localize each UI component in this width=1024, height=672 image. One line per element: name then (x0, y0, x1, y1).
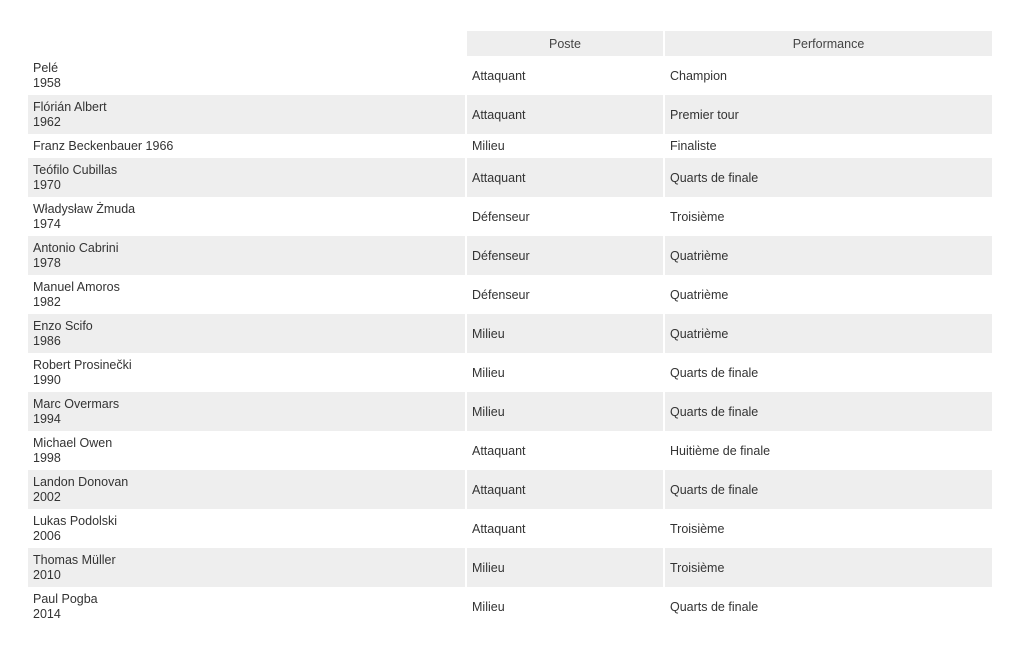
performance-cell: Quatrième (670, 287, 729, 302)
performance-cell: Quatrième (665, 236, 992, 275)
player-cell (28, 353, 465, 392)
table-row (28, 431, 992, 470)
player-name: Teófilo Cubillas (33, 163, 118, 177)
player-name: Landon Donovan (33, 475, 129, 489)
table-row (28, 353, 992, 392)
performance-cell: Finaliste (670, 139, 717, 153)
player-name: Paul Pogba (33, 592, 98, 606)
player-name: Flórián Albert (33, 100, 107, 114)
header-row (28, 31, 992, 56)
player-name: Pelé (33, 61, 59, 75)
table-row (28, 134, 992, 158)
poste-cell: Milieu (472, 139, 505, 153)
player-year: 2006 (33, 529, 61, 543)
table-row (28, 236, 992, 275)
player-cell (28, 587, 465, 626)
player-name: Lukas Podolski (33, 514, 118, 528)
poste-cell: Milieu (467, 392, 663, 431)
player-year: 1958 (33, 76, 61, 90)
poste-cell: Attaquant (472, 68, 526, 83)
poste-cell: Milieu (467, 314, 663, 353)
player-name: Antonio Cabrini (33, 241, 119, 255)
player-name: Enzo Scifo (33, 319, 93, 333)
table-row (28, 392, 992, 431)
poste-cell: Milieu (472, 365, 505, 380)
player-name: Franz Beckenbauer 1966 (33, 139, 174, 153)
player-year: 1986 (33, 334, 61, 348)
player-year: 1978 (33, 256, 61, 270)
player-year: 1982 (33, 295, 61, 309)
table-row (28, 56, 992, 95)
poste-cell: Attaquant (467, 470, 663, 509)
player-cell (28, 548, 465, 587)
player-name: Thomas Müller (33, 553, 116, 567)
header-performance: Performance (665, 31, 992, 56)
player-year: 2010 (33, 568, 61, 582)
player-cell (28, 236, 465, 275)
performance-cell: Quarts de finale (665, 392, 992, 431)
player-year: 1962 (33, 115, 61, 129)
performance-cell: Quarts de finale (665, 158, 992, 197)
performance-cell: Troisième (665, 548, 992, 587)
player-cell (28, 197, 465, 236)
performance-cell: Quarts de finale (670, 365, 759, 380)
player-year: 2002 (33, 490, 61, 504)
player-cell (28, 470, 465, 509)
player-cell (28, 431, 465, 470)
player-year: 1998 (33, 451, 61, 465)
header-poste: Poste (467, 31, 663, 56)
header-player (28, 31, 465, 56)
performance-cell: Quarts de finale (670, 599, 759, 614)
performance-cell: Premier tour (665, 95, 992, 134)
table-row (28, 158, 992, 197)
player-name: Robert Prosinečki (33, 358, 132, 372)
player-name: Marc Overmars (33, 397, 120, 411)
player-cell (28, 158, 465, 197)
table-row (28, 548, 992, 587)
player-name: Manuel Amoros (33, 280, 120, 294)
poste-cell: Attaquant (467, 95, 663, 134)
performance-cell: Champion (670, 68, 727, 83)
player-year: 1990 (33, 373, 61, 387)
table-row (28, 509, 992, 548)
performance-cell: Quarts de finale (665, 470, 992, 509)
table-row (28, 95, 992, 134)
poste-cell: Attaquant (467, 158, 663, 197)
performance-cell: Huitième de finale (670, 443, 771, 458)
player-cell (28, 56, 465, 95)
player-year: 1994 (33, 412, 61, 426)
table-row (28, 314, 992, 353)
player-name: Michael Owen (33, 436, 113, 450)
player-cell (28, 392, 465, 431)
table-row (28, 470, 992, 509)
table-row (28, 197, 992, 236)
poste-cell: Défenseur (472, 209, 530, 224)
player-year: 1970 (33, 178, 61, 192)
poste-cell: Milieu (472, 599, 505, 614)
player-name: Władysław Żmuda (33, 202, 136, 216)
poste-cell: Milieu (467, 548, 663, 587)
poste-cell: Défenseur (472, 287, 530, 302)
table-row (28, 275, 992, 314)
performance-cell: Troisième (670, 521, 725, 536)
poste-cell: Attaquant (472, 443, 526, 458)
player-cell (28, 314, 465, 353)
performance-cell: Troisième (670, 209, 725, 224)
player-cell (28, 275, 465, 314)
player-cell (28, 509, 465, 548)
poste-cell: Défenseur (467, 236, 663, 275)
performance-cell: Quatrième (665, 314, 992, 353)
players-table (26, 31, 994, 626)
poste-cell: Attaquant (472, 521, 526, 536)
player-year: 1974 (33, 217, 61, 231)
player-cell (28, 134, 465, 158)
player-year: 2014 (33, 607, 61, 621)
player-cell (28, 95, 465, 134)
table-row (28, 587, 992, 626)
